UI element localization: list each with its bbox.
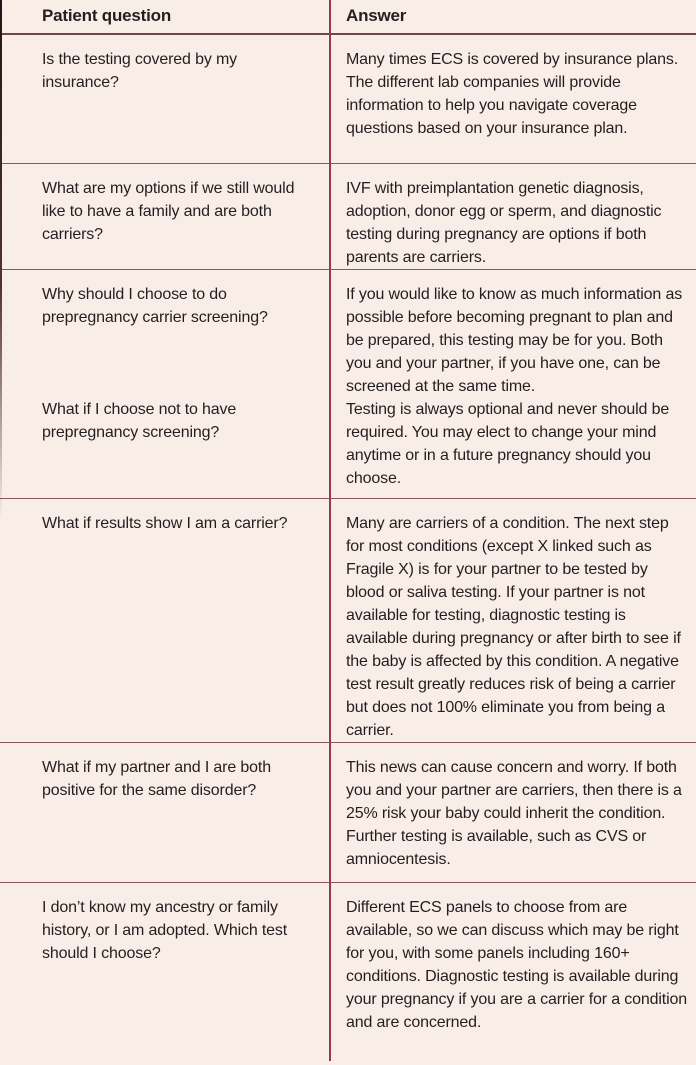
- answer-cell: [330, 883, 696, 1034]
- table-row: [0, 882, 696, 1065]
- question-answer-pair: [0, 35, 696, 140]
- question-answer-pair: [0, 743, 696, 871]
- answer-cell: [330, 35, 696, 140]
- table-body: [0, 35, 696, 1065]
- question-text: What if my partner and I are both positive for the same disorder?: [42, 759, 271, 799]
- table-row: [0, 163, 696, 269]
- question-cell: [0, 499, 330, 742]
- answer-text: Many times ECS is covered by insurance plans. The different lab companies will provide information to help you navigate coverage questions based on your insurance plan.: [346, 51, 679, 137]
- answer-text: Many are carriers of a condition. The next step for most conditions (except X linked such as Fragile X) is for your partner to be tested by blood or saliva testing. If your partner is not available for testing, diagnostic testing is available during pregnancy or after birth to see if the baby is affected by this condition. A negative test result greatly reduces risk of being a carrier but does not 100% eliminate you from being a carrier.: [346, 515, 681, 739]
- question-text: Is the testing covered by my insurance?: [42, 51, 238, 91]
- question-cell: [0, 35, 330, 140]
- answer-text: This news can cause concern and worry. If both you and your partner are carriers, then there is a 25% risk your baby could inherit the condition. Further testing is available, such as CVS or amniocentesis.: [346, 759, 682, 868]
- question-text: What if I choose not to have prepregnancy screening?: [42, 401, 237, 441]
- question-answer-pair: [0, 398, 696, 490]
- question-cell: [0, 743, 330, 871]
- question-text: I don’t know my ancestry or family history, or I am adopted. Which test should I choose?: [42, 899, 288, 962]
- question-answer-pair: [0, 883, 696, 1034]
- column-header-answer: Answer: [346, 6, 407, 25]
- table-row: [0, 498, 696, 742]
- answer-text: IVF with preimplantation genetic diagnosis, adoption, donor egg or sperm, and diagnostic testing during pregnancy are options if both parents are carriers.: [346, 180, 662, 266]
- table-header-row: [0, 0, 696, 35]
- question-cell: [0, 883, 330, 1034]
- column-header-patient-question: Patient question: [42, 6, 172, 25]
- answer-cell: [330, 164, 696, 269]
- answer-cell: [330, 270, 696, 398]
- answer-cell: [330, 743, 696, 871]
- question-answer-pair: [0, 164, 696, 269]
- question-answer-pair: [0, 499, 696, 742]
- answer-text: If you would like to know as much information as possible before becoming pregnant to plan and be prepared, this testing may be for you. Both you and your partner, if you have one, can be screened at the same time.: [346, 286, 683, 395]
- answer-text: Different ECS panels to choose from are available, so we can discuss which may be right for you, with some panels including 160+ conditions. Diagnostic testing is available during your pregnancy if you are a carrier for a condition and are concerned.: [346, 899, 687, 1031]
- question-answer-pair: [0, 270, 696, 398]
- answer-cell: [330, 398, 696, 490]
- table-row: [0, 742, 696, 882]
- question-cell: [0, 398, 330, 490]
- answer-text: Testing is always optional and never should be required. You may elect to change your mind anytime or in a future pregnancy should you choose.: [346, 401, 670, 487]
- question-text: What if results show I am a carrier?: [42, 515, 288, 532]
- table-row: [0, 269, 696, 498]
- question-cell: [0, 164, 330, 269]
- question-text: Why should I choose to do prepregnancy carrier screening?: [42, 286, 268, 326]
- table-row: [0, 35, 696, 163]
- answer-cell: [330, 499, 696, 742]
- question-cell: [0, 270, 330, 398]
- question-text: What are my options if we still would like to have a family and are both carriers?: [42, 180, 295, 243]
